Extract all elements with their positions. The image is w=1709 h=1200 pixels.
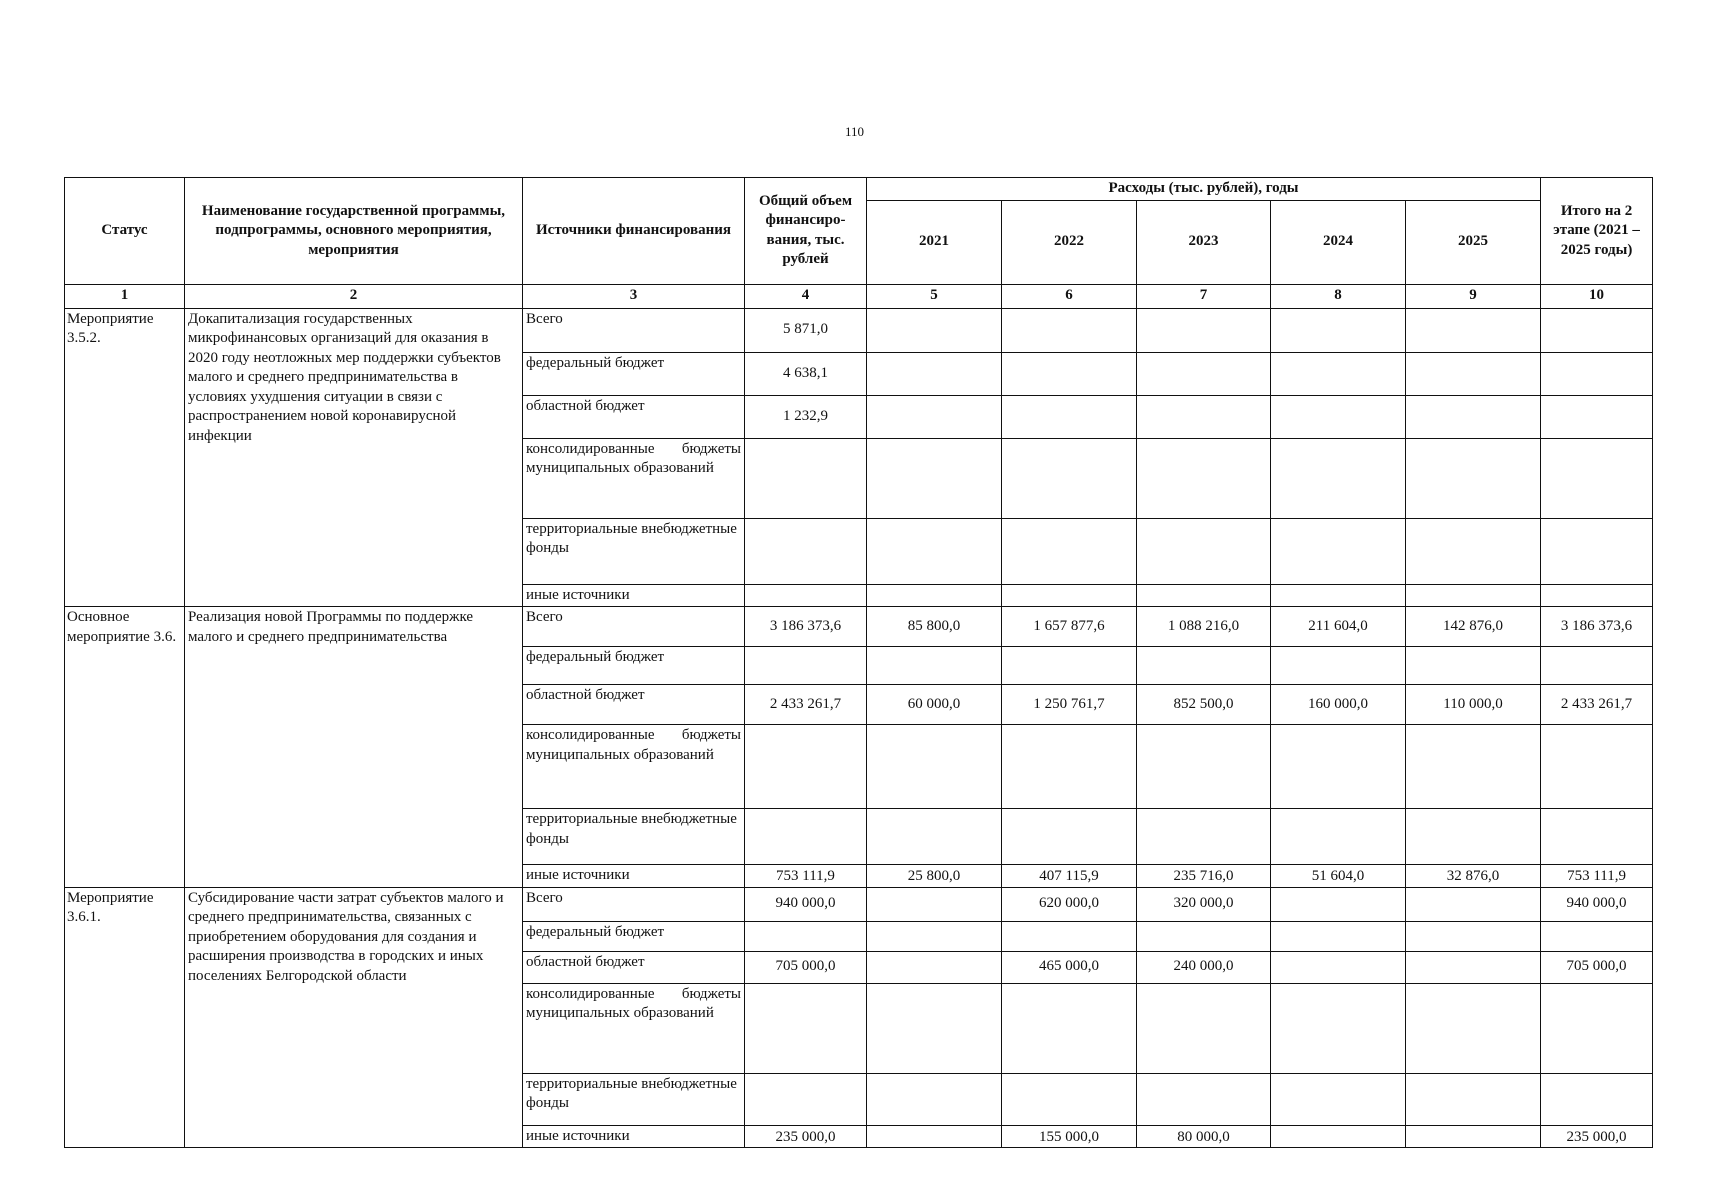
year-value (867, 308, 1002, 352)
year-value (1271, 395, 1406, 438)
year-value (1271, 438, 1406, 518)
header-year: 2021 (867, 200, 1002, 284)
year-value (1137, 352, 1271, 395)
year-value (1406, 951, 1541, 983)
section-status: Основное мероприятие 3.6. (65, 607, 185, 888)
total-value: 2 433 261,7 (745, 685, 867, 725)
header-stage-total: Итого на 2 этапе (2021 – 2025 годы) (1541, 178, 1653, 285)
section-name: Докапитализация государственных микрофинансовых организаций для оказания в 2020 году неотложных мер поддержки субъектов малого и среднего предпринимательства в условиях ухудшения ситуации в связи с распространением новой коронавирусной инфекции (185, 308, 523, 607)
year-value (1002, 518, 1137, 584)
total-value (745, 983, 867, 1073)
funding-source: областной бюджет (523, 685, 745, 725)
year-value (1271, 352, 1406, 395)
table-body (65, 308, 1653, 1148)
year-value (1002, 438, 1137, 518)
funding-source: территориальные внебюджетные фонды (523, 809, 745, 865)
year-value (867, 647, 1002, 685)
total-value (745, 921, 867, 951)
total-value: 5 871,0 (745, 308, 867, 352)
stage-total-value (1541, 518, 1653, 584)
total-value: 235 000,0 (745, 1125, 867, 1148)
year-value (1271, 921, 1406, 951)
table-row (65, 607, 1653, 647)
year-value (1002, 983, 1137, 1073)
column-number: 5 (867, 284, 1002, 308)
funding-source: областной бюджет (523, 951, 745, 983)
funding-source: Всего (523, 607, 745, 647)
stage-total-value: 235 000,0 (1541, 1125, 1653, 1148)
funding-source: федеральный бюджет (523, 352, 745, 395)
column-number: 1 (65, 284, 185, 308)
year-value (1002, 395, 1137, 438)
column-number: 3 (523, 284, 745, 308)
stage-total-value (1541, 352, 1653, 395)
year-value: 1 657 877,6 (1002, 607, 1137, 647)
stage-total-value: 2 433 261,7 (1541, 685, 1653, 725)
year-value: 240 000,0 (1137, 951, 1271, 983)
year-value: 155 000,0 (1002, 1125, 1137, 1148)
year-value (1137, 725, 1271, 809)
funding-source: иные источники (523, 1125, 745, 1148)
year-value (1406, 518, 1541, 584)
stage-total-value (1541, 921, 1653, 951)
year-value (1002, 725, 1137, 809)
year-value (1271, 518, 1406, 584)
total-value: 753 111,9 (745, 865, 867, 888)
header-sources: Источники финансирования (523, 178, 745, 285)
year-value (1271, 1073, 1406, 1125)
year-value: 110 000,0 (1406, 685, 1541, 725)
header-status: Статус (65, 178, 185, 285)
year-value (1271, 983, 1406, 1073)
column-number: 10 (1541, 284, 1653, 308)
year-value (867, 438, 1002, 518)
total-value (745, 518, 867, 584)
year-value (867, 983, 1002, 1073)
year-value (1137, 308, 1271, 352)
year-value: 80 000,0 (1137, 1125, 1271, 1148)
total-value: 4 638,1 (745, 352, 867, 395)
funding-source: областной бюджет (523, 395, 745, 438)
total-value (745, 647, 867, 685)
year-value: 25 800,0 (867, 865, 1002, 888)
year-value (867, 725, 1002, 809)
total-value: 940 000,0 (745, 887, 867, 921)
year-value (1002, 352, 1137, 395)
total-value: 1 232,9 (745, 395, 867, 438)
column-number: 2 (185, 284, 523, 308)
year-value (1271, 647, 1406, 685)
year-value (1137, 395, 1271, 438)
header-total: Общий объем финансиро-вания, тыс. рублей (745, 178, 867, 285)
year-value (1406, 352, 1541, 395)
stage-total-value: 940 000,0 (1541, 887, 1653, 921)
total-value (745, 438, 867, 518)
total-value (745, 725, 867, 809)
header-expenses: Расходы (тыс. рублей), годы (867, 178, 1541, 201)
year-value (1271, 951, 1406, 983)
section-name: Субсидирование части затрат субъектов малого и среднего предпринимательства, связанных с приобретением оборудования для создания и расширения производства в городских и иных поселениях Белгородской области (185, 887, 523, 1148)
year-value: 51 604,0 (1271, 865, 1406, 888)
stage-total-value (1541, 308, 1653, 352)
stage-total-value: 753 111,9 (1541, 865, 1653, 888)
funding-source: Всего (523, 308, 745, 352)
year-value: 60 000,0 (867, 685, 1002, 725)
year-value (867, 1073, 1002, 1125)
year-value (1406, 887, 1541, 921)
financing-table (64, 177, 1653, 1148)
funding-source: территориальные внебюджетные фонды (523, 1073, 745, 1125)
year-value: 620 000,0 (1002, 887, 1137, 921)
year-value (1137, 921, 1271, 951)
funding-source: иные источники (523, 584, 745, 607)
year-value (867, 584, 1002, 607)
year-value: 142 876,0 (1406, 607, 1541, 647)
funding-source: Всего (523, 887, 745, 921)
stage-total-value (1541, 983, 1653, 1073)
year-value (867, 1125, 1002, 1148)
column-number: 4 (745, 284, 867, 308)
funding-source: федеральный бюджет (523, 921, 745, 951)
year-value: 211 604,0 (1271, 607, 1406, 647)
stage-total-value (1541, 725, 1653, 809)
year-value (1406, 809, 1541, 865)
funding-source: консолидированные бюджеты муниципальных образований (523, 983, 745, 1073)
stage-total-value (1541, 438, 1653, 518)
year-value (1137, 647, 1271, 685)
year-value: 1 250 761,7 (1002, 685, 1137, 725)
year-value (1137, 983, 1271, 1073)
year-value (1271, 308, 1406, 352)
year-value (1002, 1073, 1137, 1125)
year-value: 465 000,0 (1002, 951, 1137, 983)
year-value (867, 809, 1002, 865)
year-value (867, 352, 1002, 395)
column-number: 7 (1137, 284, 1271, 308)
year-value (1271, 1125, 1406, 1148)
column-number: 8 (1271, 284, 1406, 308)
year-value (1406, 438, 1541, 518)
year-value (1406, 647, 1541, 685)
header-year: 2025 (1406, 200, 1541, 284)
stage-total-value (1541, 809, 1653, 865)
funding-source: консолидированные бюджеты муниципальных образований (523, 725, 745, 809)
year-value: 320 000,0 (1137, 887, 1271, 921)
year-value: 32 876,0 (1406, 865, 1541, 888)
year-value (1137, 1073, 1271, 1125)
column-number: 9 (1406, 284, 1541, 308)
year-value (1406, 395, 1541, 438)
year-value (1002, 584, 1137, 607)
section-status: Мероприятие 3.5.2. (65, 308, 185, 607)
table-row (65, 308, 1653, 352)
header-name: Наименование государственной программы, подпрограммы, основного мероприятия, мероприятия (185, 178, 523, 285)
section-name: Реализация новой Программы по поддержке малого и среднего предпринимательства (185, 607, 523, 888)
page-number: 110 (844, 124, 865, 139)
stage-total-value: 3 186 373,6 (1541, 607, 1653, 647)
year-value (1406, 921, 1541, 951)
year-value (1137, 809, 1271, 865)
stage-total-value (1541, 395, 1653, 438)
year-value: 85 800,0 (867, 607, 1002, 647)
funding-source: федеральный бюджет (523, 647, 745, 685)
funding-source: консолидированные бюджеты муниципальных образований (523, 438, 745, 518)
year-value (1002, 921, 1137, 951)
year-value (1002, 647, 1137, 685)
year-value (867, 951, 1002, 983)
table-row (65, 887, 1653, 921)
column-number: 6 (1002, 284, 1137, 308)
year-value (1137, 518, 1271, 584)
stage-total-value (1541, 1073, 1653, 1125)
funding-source: иные источники (523, 865, 745, 888)
year-value: 407 115,9 (1002, 865, 1137, 888)
stage-total-value (1541, 584, 1653, 607)
header-year: 2024 (1271, 200, 1406, 284)
year-value (1271, 887, 1406, 921)
year-value: 160 000,0 (1271, 685, 1406, 725)
year-value: 235 716,0 (1137, 865, 1271, 888)
year-value (1002, 809, 1137, 865)
year-value (1137, 584, 1271, 607)
total-value: 705 000,0 (745, 951, 867, 983)
year-value (867, 518, 1002, 584)
year-value: 1 088 216,0 (1137, 607, 1271, 647)
stage-total-value: 705 000,0 (1541, 951, 1653, 983)
total-value (745, 809, 867, 865)
year-value (1137, 438, 1271, 518)
year-value (867, 395, 1002, 438)
total-value (745, 584, 867, 607)
year-value (1271, 725, 1406, 809)
year-value (1406, 308, 1541, 352)
year-value (867, 921, 1002, 951)
year-value (1406, 584, 1541, 607)
year-value: 852 500,0 (1137, 685, 1271, 725)
header-year: 2022 (1002, 200, 1137, 284)
header-year: 2023 (1137, 200, 1271, 284)
year-value (1406, 1073, 1541, 1125)
year-value (1406, 1125, 1541, 1148)
year-value (1271, 584, 1406, 607)
year-value (1271, 809, 1406, 865)
year-value (867, 887, 1002, 921)
stage-total-value (1541, 647, 1653, 685)
year-value (1002, 308, 1137, 352)
funding-source: территориальные внебюджетные фонды (523, 518, 745, 584)
year-value (1406, 725, 1541, 809)
total-value (745, 1073, 867, 1125)
year-value (1406, 983, 1541, 1073)
total-value: 3 186 373,6 (745, 607, 867, 647)
section-status: Мероприятие 3.6.1. (65, 887, 185, 1148)
